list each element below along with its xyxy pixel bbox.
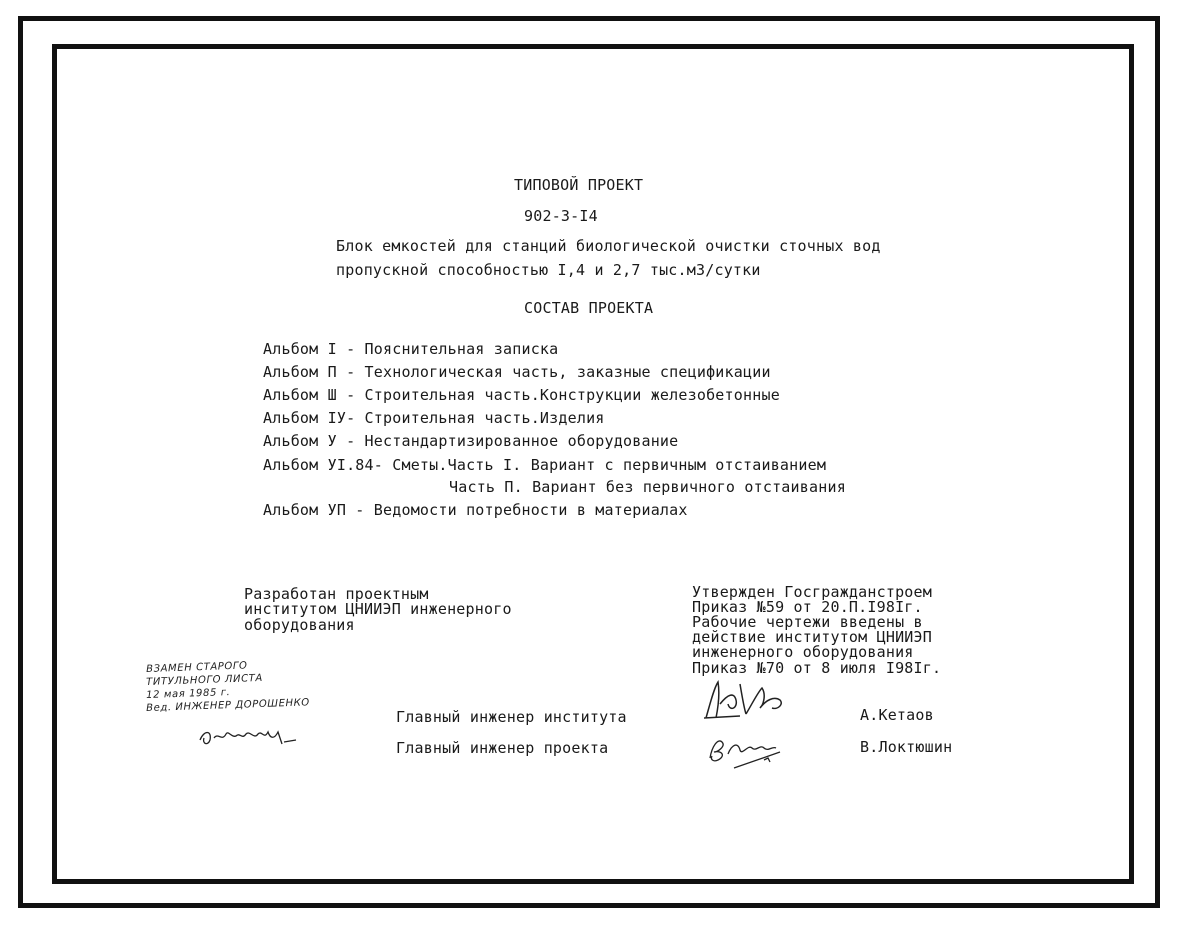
developer-line: Разработан проектным <box>244 585 429 603</box>
approval-line: Утвержден Госгражданстроем <box>692 583 932 601</box>
project-description-line2: пропускной способностью I,4 и 2,7 тыс.м3/сутки <box>336 261 761 279</box>
approval-line: Приказ №70 от 8 июля I98Iг. <box>692 659 942 677</box>
replacement-note-line: ТИТУЛЬНОГО ЛИСТА <box>146 672 264 688</box>
developer-line: институтом ЦНИИЭП инженерного <box>244 600 512 618</box>
approval-line: Приказ №59 от 20.П.I98Iг. <box>692 598 923 616</box>
album-item: Альбом УI.84- Сметы.Часть I. Вариант с первичным отстаиванием <box>263 456 827 474</box>
album-item: Альбом П - Технологическая часть, заказные спецификации <box>263 363 771 381</box>
replacement-note-line: 12 мая 1985 г. <box>146 687 231 701</box>
approval-line: Рабочие чертежи введены в <box>692 613 923 631</box>
album-item: Альбом IУ- Строительная часть.Изделия <box>263 409 605 427</box>
album-item: Альбом I - Пояснительная записка <box>263 340 559 358</box>
album-item: Альбом УП - Ведомости потребности в материалах <box>263 501 688 519</box>
approval-line: действие институтом ЦНИИЭП <box>692 628 932 646</box>
signature-ketaov <box>700 674 792 724</box>
album-item: Альбом У - Нестандартизированное оборудование <box>263 432 679 450</box>
project-number: 902-3-I4 <box>524 207 598 225</box>
approval-line: инженерного оборудования <box>692 643 914 661</box>
chief-project-label: Главный инженер проекта <box>396 739 609 757</box>
chief-project-name: В.Локтюшин <box>860 738 953 756</box>
signature-loktyushin <box>704 730 788 772</box>
developer-line: оборудования <box>244 616 355 634</box>
document-title: ТИПОВОЙ ПРОЕКТ <box>514 176 644 194</box>
replacement-note-line: ВЗАМЕН СТАРОГО <box>146 660 248 675</box>
chief-institute-name: А.Кетаов <box>860 706 934 724</box>
project-description-line1: Блок емкостей для станций биологической очистки сточных вод <box>336 237 881 255</box>
composition-title: СОСТАВ ПРОЕКТА <box>524 299 654 317</box>
album-item-continuation: Часть П. Вариант без первичного отстаивания <box>449 478 846 496</box>
signature-doroshenko <box>196 718 300 754</box>
album-item: Альбом Ш - Строительная часть.Конструкции железобетонные <box>263 386 780 404</box>
replacement-note-line: Вед. ИНЖЕНЕР ДОРОШЕНКО <box>146 697 311 714</box>
chief-institute-label: Главный инженер института <box>396 708 627 726</box>
